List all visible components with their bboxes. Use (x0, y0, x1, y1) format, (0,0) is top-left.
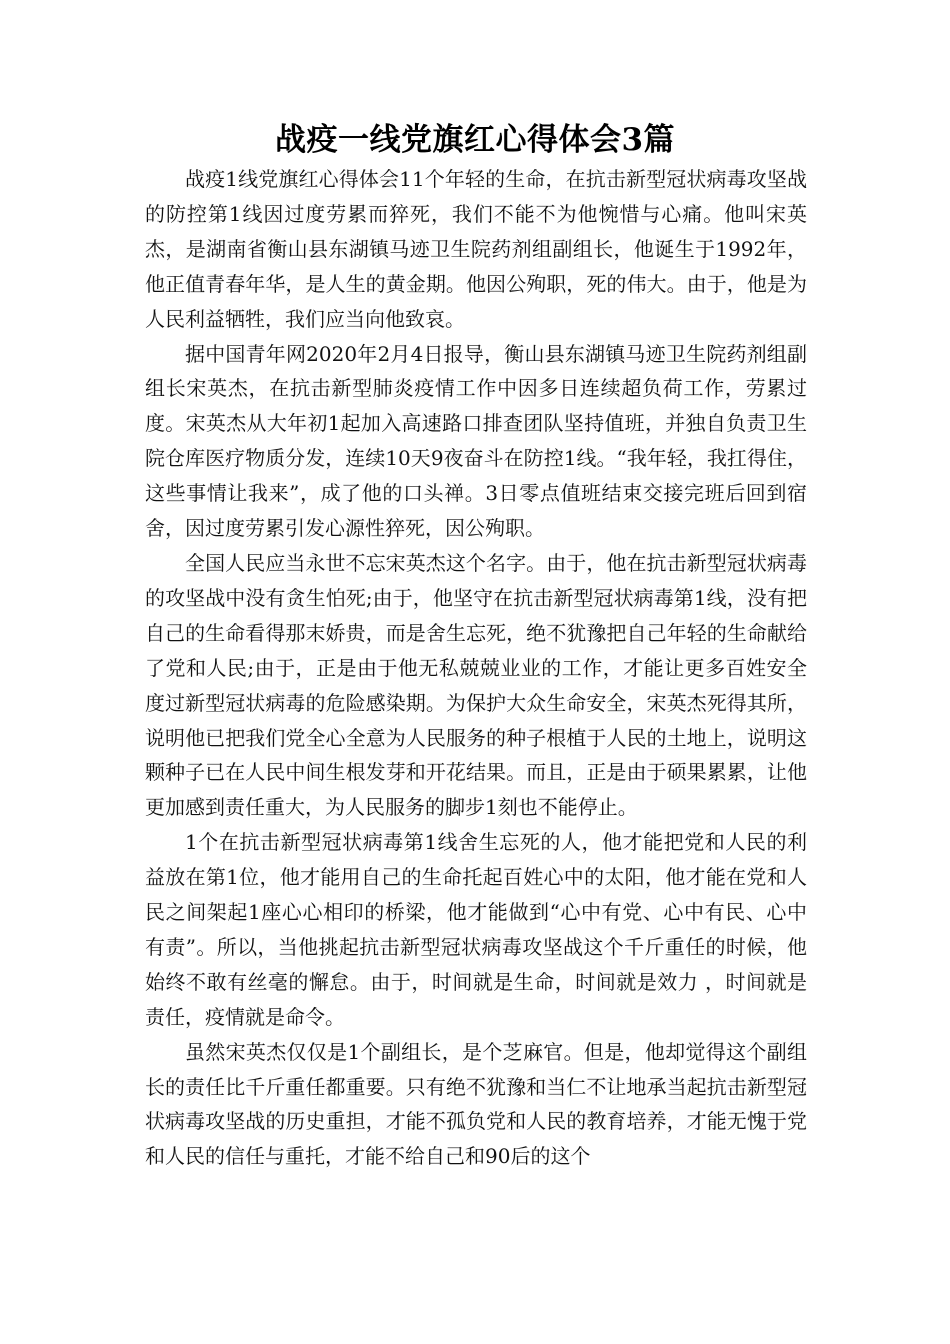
document-body (145, 162, 807, 1174)
paragraph-5: 虽然宋英杰仅仅是1个副组长，是个芝麻官。但是，他却觉得这个副组长的责任比千斤重任都重要。只有绝不犹豫和当仁不让地承当起抗击新型冠状病毒攻坚战的历史重担，才能不孤负党和人民的教育培养，才能无愧于党和人民的信任与重托，才能不给自己和90后的这个 (145, 1039, 807, 1169)
paragraph-2: 据中国青年网2020年2月4日报导，衡山县东湖镇马迹卫生院药剂组副组长宋英杰，在抗击新型肺炎疫情工作中因多日连续超负荷工作，劳累过度。宋英杰从大年初1起加入高速路口排查团队坚持值班，并独自负责卫生院仓库医疗物质分发，连续10天9夜奋斗在防控1线。“我年轻，我扛得住，这些事情让我来”，成了他的口头禅。3日零点值班结束交接完班后回到宿舍，因过度劳累引发心源性猝死，因公殉职。 (145, 341, 807, 541)
paragraph-3: 全国人民应当永世不忘宋英杰这个名字。由于，他在抗击新型冠状病毒的攻坚战中没有贪生怕死;由于，他坚守在抗击新型冠状病毒第1线，没有把自己的生命看得那末娇贵，而是舍生忘死，绝不犹豫把自己年轻的生命献给了党和人民;由于，正是由于他无私兢兢业业的工作，才能让更多百姓安全度过新型冠状病毒的危险感染期。为保护大众生命安全，宋英杰死得其所，说明他已把我们党全心全意为人民服务的种子根植于人民的土地上，说明这颗种子已在人民中间生根发芽和开花结果。而且，正是由于硕果累累，让他更加感到责任重大，为人民服务的脚步1刻也不能停止。 (145, 550, 807, 820)
paragraph-1: 战疫1线党旗红心得体会11个年轻的生命，在抗击新型冠状病毒攻坚战的防控第1线因过度劳累而猝死，我们不能不为他惋惜与心痛。他叫宋英杰，是湖南省衡山县东湖镇马迹卫生院药剂组副组长，他诞生于1992年，他正值青春年华，是人生的黄金期。他因公殉职，死的伟大。由于，他是为人民利益牺牲，我们应当向他致哀。 (145, 167, 807, 331)
paragraph-4: 1个在抗击新型冠状病毒第1线舍生忘死的人，他才能把党和人民的利益放在第1位，他才能用自己的生命托起百姓心中的太阳，他才能在党和人民之间架起1座心心相印的桥梁，他才能做到“心中有党、心中有民、心中有责”。所以，当他挑起抗击新型冠状病毒攻坚战这个千斤重任的时候，他始终不敢有丝毫的懈怠。由于，时间就是生命，时间就是效力 ，时间就是责任，疫情就是命令。 (145, 830, 807, 1029)
document-title: 战疫一线党旗红心得体会3篇 (274, 122, 676, 158)
